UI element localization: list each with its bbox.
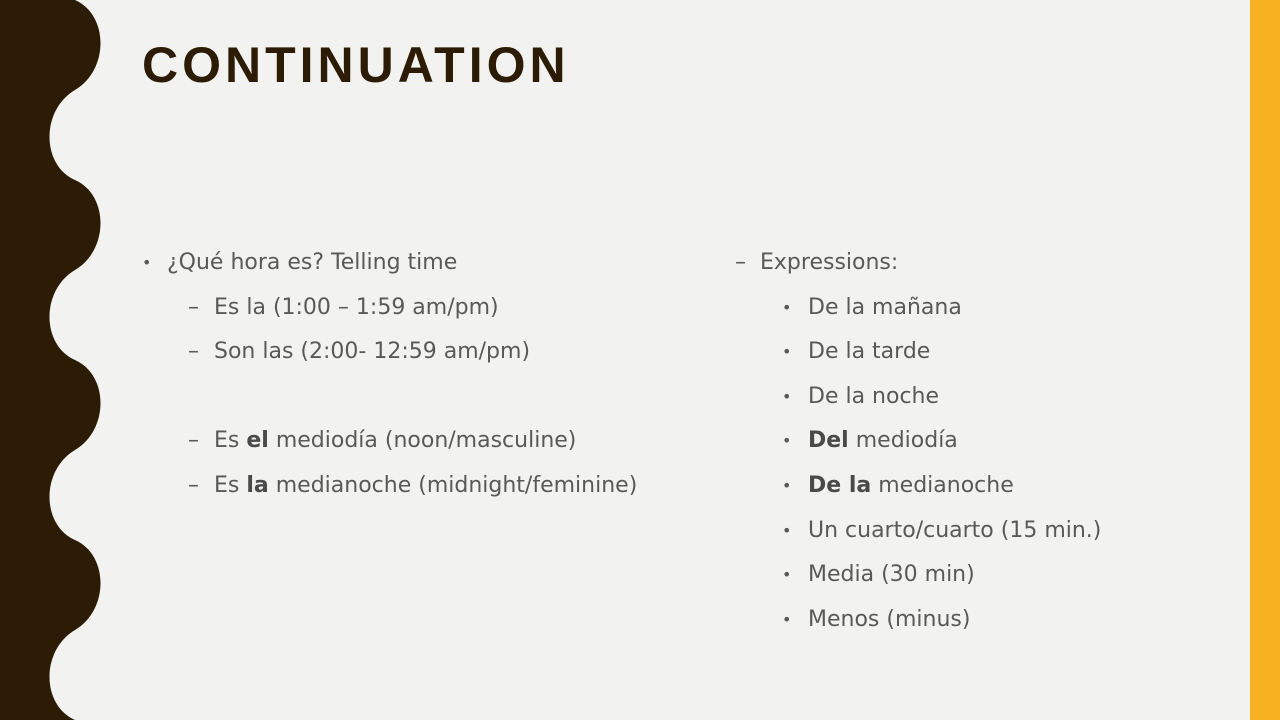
sub-item-medianoche (142, 471, 702, 516)
expression-item (735, 560, 1205, 605)
wavy-left-border (0, 0, 110, 720)
dash-marker: – (188, 339, 199, 365)
sub-item-mediodia (142, 426, 702, 471)
expression-text: De la noche (808, 383, 940, 409)
bullet-marker: • (782, 431, 792, 451)
expression-bold: De la (808, 472, 872, 498)
expression-item (735, 471, 1205, 516)
expression-item (735, 605, 1205, 650)
slide-title: CONTINUATION (142, 37, 570, 93)
sub-item-es-la (142, 293, 702, 338)
sub-item-suffix: medianoche (midnight/feminine) (268, 472, 638, 498)
sub-item-text: Son las (2:00- 12:59 am/pm) (214, 339, 531, 365)
expression-item (735, 516, 1205, 561)
dash-marker: – (735, 250, 746, 275)
bullet-marker: • (782, 386, 792, 406)
dash-marker: – (188, 472, 199, 498)
bullet-marker: • (142, 253, 152, 272)
sub-item-text: Es la (1:00 – 1:59 am/pm) (214, 294, 499, 320)
bullet-marker: • (782, 520, 792, 540)
sub-item-son-las (142, 337, 702, 382)
right-content-column (735, 248, 1205, 649)
sub-item-bold: el (246, 428, 269, 454)
main-bullet-text: ¿Qué hora es? Telling time (167, 250, 458, 275)
expression-text: Menos (minus) (808, 606, 971, 632)
sub-item-prefix: Es (214, 472, 247, 498)
expression-text: De la tarde (808, 339, 931, 365)
expression-text: Un cuarto/cuarto (15 min.) (808, 517, 1102, 543)
sub-item-suffix: mediodía (noon/masculine) (268, 428, 577, 454)
expressions-heading-text: Expressions: (760, 250, 899, 275)
dash-marker: – (188, 428, 199, 454)
sub-item-bold: la (246, 472, 269, 498)
sub-item-prefix: Es (214, 428, 247, 454)
blank-line (142, 382, 702, 427)
expressions-heading (735, 248, 1205, 293)
bullet-marker: • (782, 475, 792, 495)
expression-text: medianoche (871, 472, 1014, 498)
expression-item (735, 293, 1205, 338)
expression-text: mediodía (848, 428, 958, 454)
expression-item (735, 337, 1205, 382)
expression-item (735, 382, 1205, 427)
expression-bold: Del (808, 428, 849, 454)
bullet-marker: • (782, 565, 792, 585)
bullet-marker: • (782, 609, 792, 629)
bullet-marker: • (782, 342, 792, 362)
expression-text: Media (30 min) (808, 562, 975, 588)
expression-text: De la mañana (808, 294, 962, 320)
main-bullet-item (142, 248, 702, 293)
left-content-column (142, 248, 702, 516)
dash-marker: – (188, 294, 199, 320)
bullet-marker: • (782, 297, 792, 317)
right-accent-bar (1250, 0, 1280, 720)
expression-item (735, 426, 1205, 471)
